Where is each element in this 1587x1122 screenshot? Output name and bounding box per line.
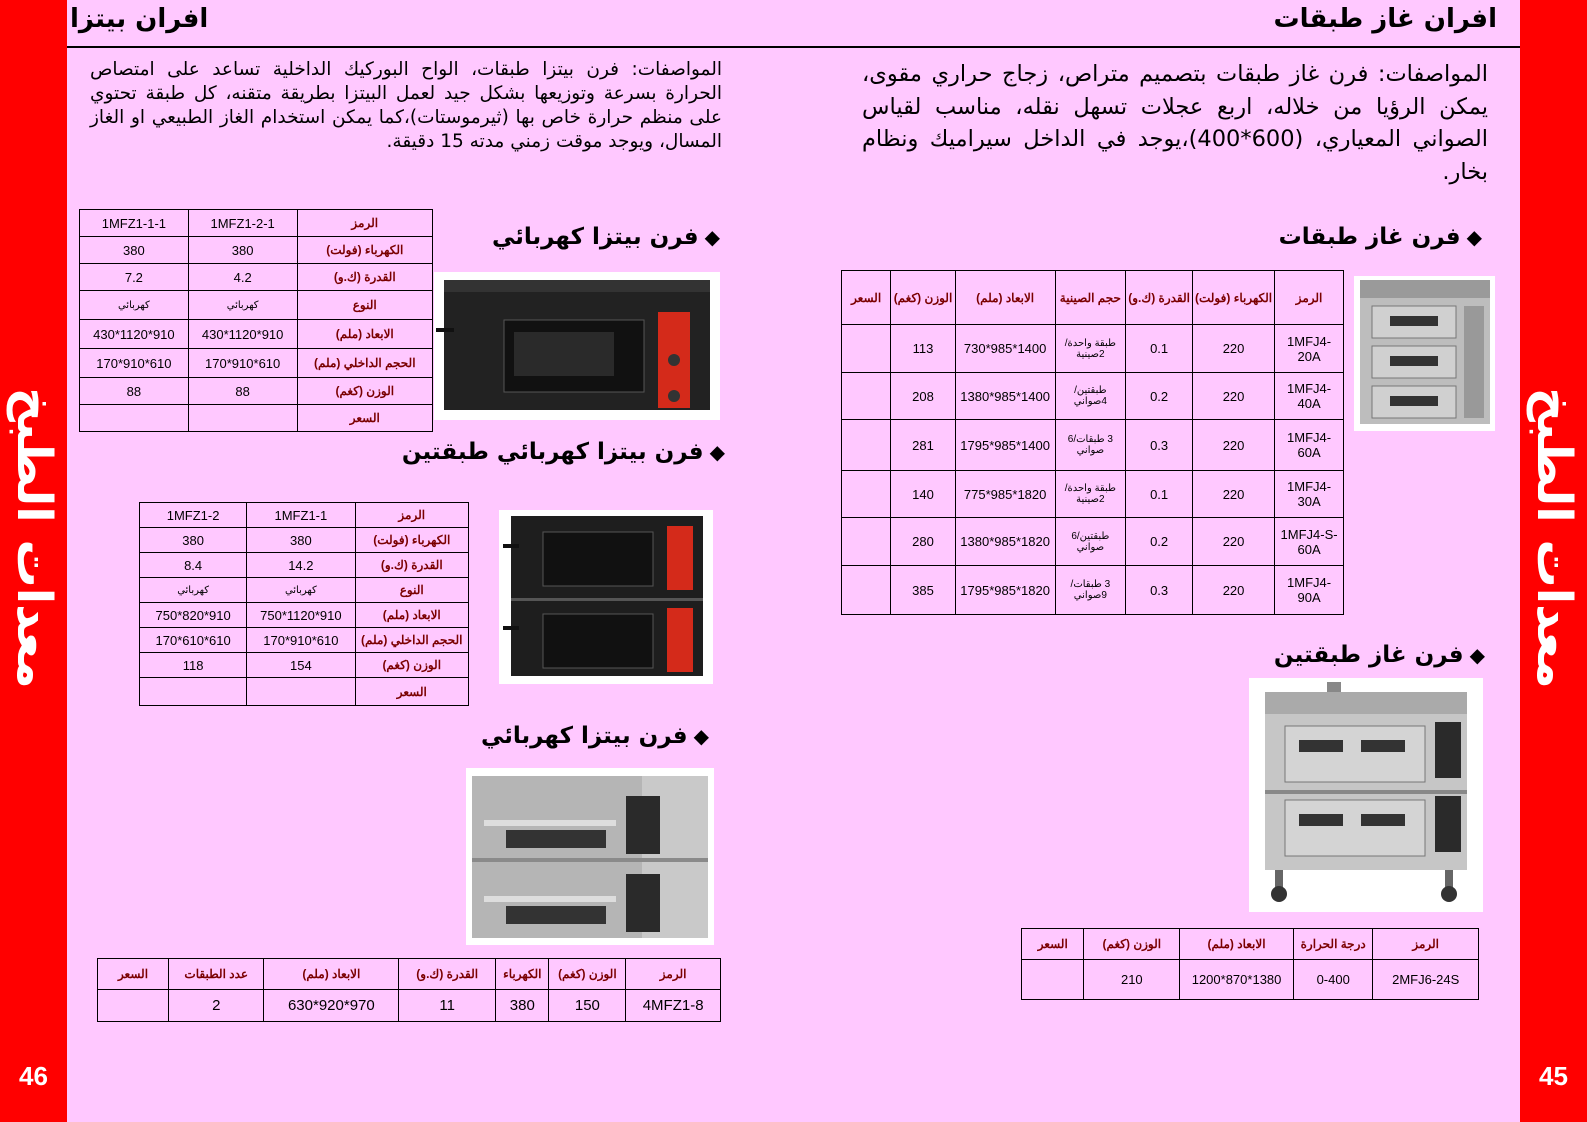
table-cell: 4MFZ1-8 (626, 990, 721, 1022)
right-page-number: 45 (1539, 1061, 1568, 1091)
table-header-cell: الكهرباء (فولت) (355, 528, 468, 553)
table-cell: 0.2 (1126, 373, 1193, 420)
table-header-cell: السعر (297, 405, 432, 432)
table-header-cell: الابعاد (ملم) (297, 320, 432, 349)
left-section2-title: ◆فرن بيتزا كهربائي طبقتين (401, 439, 725, 465)
table-header-cell: القدرة (ك.و) (355, 553, 468, 578)
table-cell: 970*920*630 (264, 990, 399, 1022)
table-header-cell: الابعاد (ملم) (264, 959, 399, 990)
table-cell: 11 (399, 990, 496, 1022)
table-header-cell: الوزن (كغم) (891, 271, 956, 325)
table-header-cell: السعر (98, 959, 169, 990)
table-cell: 1MFZ1-1-1 (80, 210, 189, 237)
table-header-cell: القدرة (ك.و) (1126, 271, 1193, 325)
table-cell: 2 (169, 990, 264, 1022)
table-header-cell: النوع (297, 291, 432, 320)
table-cell: 0.3 (1126, 566, 1193, 615)
table-cell: 910*1120*750 (247, 603, 355, 628)
table-cell: 385 (891, 566, 956, 615)
table-row (140, 528, 469, 553)
table-cell: 380 (496, 990, 549, 1022)
table-cell: كهربائي (140, 578, 247, 603)
table-cell: 0.1 (1126, 325, 1193, 373)
table-cell (98, 990, 169, 1022)
table-row (140, 603, 469, 628)
left-section2-table (139, 502, 469, 706)
table-header-cell: الوزن (كغم) (355, 653, 468, 678)
table-header-cell: الرمز (297, 210, 432, 237)
two-deck-gas-oven-photo (1249, 678, 1483, 912)
table-cell: 3 طبقات/6 صواني (1055, 420, 1126, 471)
table-cell: طبقتين/ 4صواني (1055, 373, 1126, 420)
table-cell: 1MFJ4-40A (1275, 373, 1344, 420)
table-header-cell: حجم الصينية (1055, 271, 1126, 325)
table-cell: طبقة واحدة/ 2صينية (1055, 471, 1126, 518)
deck-gas-oven-photo (1354, 276, 1495, 431)
table-cell: 1820*985*1380 (955, 518, 1055, 566)
electric-pizza-oven-photo (434, 272, 720, 420)
table-header-cell: درجة الحرارة (1293, 929, 1372, 960)
table-row (140, 578, 469, 603)
header-rule (67, 46, 1520, 48)
table-cell: 610*910*170 (80, 349, 189, 378)
table-cell: 154 (247, 653, 355, 678)
table-cell: 7.2 (80, 264, 189, 291)
table-cell: 1820*985*775 (955, 471, 1055, 518)
table-cell: كهربائي (247, 578, 355, 603)
right-spec-text: المواصفات: فرن غاز طبقات بتصميم متراص، زجاج حراري مقوى، يمكن الرؤيا من خلاله، اربع عجلات تسهل نقله، مناسب لقياس الصواني المعياري، (600*400)،يوجد في الداخل سيراميك ونظام بخار. (862, 61, 1488, 185)
table-cell (842, 471, 891, 518)
table-header-cell: الابعاد (ملم) (355, 603, 468, 628)
table-row (80, 349, 433, 378)
table-header-cell: الوزن (كغم) (1084, 929, 1180, 960)
table-header-cell: الكهرباء (فولت) (1193, 271, 1275, 325)
table-cell (842, 420, 891, 471)
table-cell: طبقتين/6 صواني (1055, 518, 1126, 566)
table-cell: 0.3 (1126, 420, 1193, 471)
table-row (80, 405, 433, 432)
table-row (842, 518, 1344, 566)
table-cell: 910*1120*430 (188, 320, 297, 349)
table-row (842, 420, 1344, 471)
table-cell: 1380*870*1200 (1180, 960, 1294, 1000)
table-cell: 380 (80, 237, 189, 264)
table-cell: 8.4 (140, 553, 247, 578)
table-row (80, 210, 433, 237)
table-row (80, 320, 433, 349)
table-cell: 1MFZ1-1 (247, 503, 355, 528)
table-cell: 220 (1193, 373, 1275, 420)
table-row (80, 291, 433, 320)
table-cell: كهربائي (80, 291, 189, 320)
table-cell (842, 518, 891, 566)
left-page-number: 46 (19, 1061, 48, 1091)
table-header-cell: الوزن (كغم) (549, 959, 626, 990)
right-sidebar (1520, 0, 1587, 1122)
table-cell: 1MFJ4-20A (1275, 325, 1344, 373)
table-header-cell: النوع (355, 578, 468, 603)
table-cell: 910*820*750 (140, 603, 247, 628)
table-header-cell: الكهرباء (496, 959, 549, 990)
table-header-cell: الوزن (كغم) (297, 378, 432, 405)
table-cell: طبقة واحدة/ 2صينية (1055, 325, 1126, 373)
table-cell: 1MFZ1-2-1 (188, 210, 297, 237)
table-cell: 88 (188, 378, 297, 405)
table-row (140, 678, 469, 706)
table-header-cell: السعر (1022, 929, 1084, 960)
table-cell: 113 (891, 325, 956, 373)
table-cell: 1400*985*730 (955, 325, 1055, 373)
table-row (80, 237, 433, 264)
left-spec-text: المواصفات: فرن بيتزا طبقات، الواح البوركيك الداخلية تساعد على امتصاص الحرارة بسرعة وتوزيعها بشكل جيد لعمل البيتزا بطريقة متقنه، كل طبقة تحتوي على منظم حرارة خاص بها (ثيرموستات)،كما يمكن استخدام الغاز الطبيعي او الغاز المسال، ويوجد موقت زمني مدته 15 دقيقة. (90, 59, 722, 153)
right-section2-title: ◆فرن غاز طبقتين (1273, 642, 1485, 668)
table-cell (1022, 960, 1084, 1000)
table-cell: 88 (80, 378, 189, 405)
table-cell (188, 405, 297, 432)
table-cell: 380 (247, 528, 355, 553)
table-cell: 140 (891, 471, 956, 518)
table-cell: 1MFJ4-S-60A (1275, 518, 1344, 566)
table-cell (842, 325, 891, 373)
left-section1-table (79, 209, 433, 432)
table-cell: 208 (891, 373, 956, 420)
table-cell: 610*910*170 (247, 628, 355, 653)
right-sidebar-title: معدات الطبخ (1525, 387, 1582, 689)
table-header-cell: السعر (355, 678, 468, 706)
table-cell: 220 (1193, 518, 1275, 566)
table-row (842, 373, 1344, 420)
table-cell: 610*910*170 (188, 349, 297, 378)
table-cell: 1MFZ1-2 (140, 503, 247, 528)
stainless-pizza-oven-photo (466, 768, 714, 945)
table-header-cell: الابعاد (ملم) (1180, 929, 1294, 960)
table-header-cell: الحجم الداخلي (ملم) (355, 628, 468, 653)
table-cell: 0.1 (1126, 471, 1193, 518)
diamond-icon: ◆ (1469, 643, 1485, 667)
table-cell: 380 (188, 237, 297, 264)
table-cell: كهربائي (188, 291, 297, 320)
table-row (140, 653, 469, 678)
table-cell: 0.2 (1126, 518, 1193, 566)
table-row (140, 503, 469, 528)
table-cell: 1MFJ4-60A (1275, 420, 1344, 471)
table-cell (247, 678, 355, 706)
diamond-icon: ◆ (1466, 225, 1482, 249)
table-cell: 0-400 (1293, 960, 1372, 1000)
right-page-heading: افران غاز طبقات (1273, 4, 1497, 34)
table-cell: 14.2 (247, 553, 355, 578)
table-header-cell: الحجم الداخلي (ملم) (297, 349, 432, 378)
table-cell: 281 (891, 420, 956, 471)
table-cell: 210 (1084, 960, 1180, 1000)
table-row (140, 553, 469, 578)
table-row (80, 378, 433, 405)
table-cell: 220 (1193, 325, 1275, 373)
table-cell: 118 (140, 653, 247, 678)
table-header-cell: الرمز (1275, 271, 1344, 325)
table-cell: 150 (549, 990, 626, 1022)
table-row (140, 628, 469, 653)
table-cell: 2MFJ6-24S (1373, 960, 1479, 1000)
table-cell: 220 (1193, 420, 1275, 471)
double-deck-electric-pizza-oven-photo (499, 510, 713, 684)
table-cell: 1400*985*1795 (955, 420, 1055, 471)
table-row (842, 471, 1344, 518)
left-section1-title: ◆فرن بيتزا كهربائي (491, 224, 720, 250)
diamond-icon: ◆ (704, 225, 720, 249)
table-header-cell: الرمز (626, 959, 721, 990)
diamond-icon: ◆ (693, 724, 709, 748)
right-section1-title: ◆فرن غاز طبقات (1278, 224, 1482, 250)
table-cell (842, 373, 891, 420)
table-cell: 610*610*170 (140, 628, 247, 653)
table-cell: 220 (1193, 566, 1275, 615)
left-section3-table (97, 958, 721, 1022)
table-cell: 1400*985*1380 (955, 373, 1055, 420)
left-sidebar (0, 0, 67, 1122)
table-cell (80, 405, 189, 432)
table-header-cell: الرمز (355, 503, 468, 528)
right-section2-table (1021, 928, 1479, 1000)
table-cell: 910*1120*430 (80, 320, 189, 349)
table-cell: 4.2 (188, 264, 297, 291)
table-cell: 3 طبقات/ 9صواني (1055, 566, 1126, 615)
table-cell (140, 678, 247, 706)
table-row (842, 566, 1344, 615)
table-row (80, 264, 433, 291)
table-cell (842, 566, 891, 615)
table-header-cell: القدرة (ك.و) (399, 959, 496, 990)
table-header-cell: القدرة (ك.و) (297, 264, 432, 291)
table-cell: 1820*985*1795 (955, 566, 1055, 615)
left-sidebar-title: معدات الطبخ (5, 387, 62, 689)
table-header-cell: الابعاد (ملم) (955, 271, 1055, 325)
table-header-cell: الكهرباء (فولت) (297, 237, 432, 264)
table-header-cell: الرمز (1373, 929, 1479, 960)
table-header-cell: السعر (842, 271, 891, 325)
table-cell: 1MFJ4-30A (1275, 471, 1344, 518)
table-row (842, 325, 1344, 373)
table-cell: 280 (891, 518, 956, 566)
diamond-icon: ◆ (709, 440, 725, 464)
table-cell: 1MFJ4-90A (1275, 566, 1344, 615)
right-section1-table (841, 270, 1344, 615)
table-cell: 380 (140, 528, 247, 553)
left-section3-title: ◆فرن بيتزا كهربائي (480, 723, 709, 749)
left-page-heading: افران بيتزا (70, 4, 209, 34)
table-header-cell: عدد الطبقات (169, 959, 264, 990)
table-cell: 220 (1193, 471, 1275, 518)
